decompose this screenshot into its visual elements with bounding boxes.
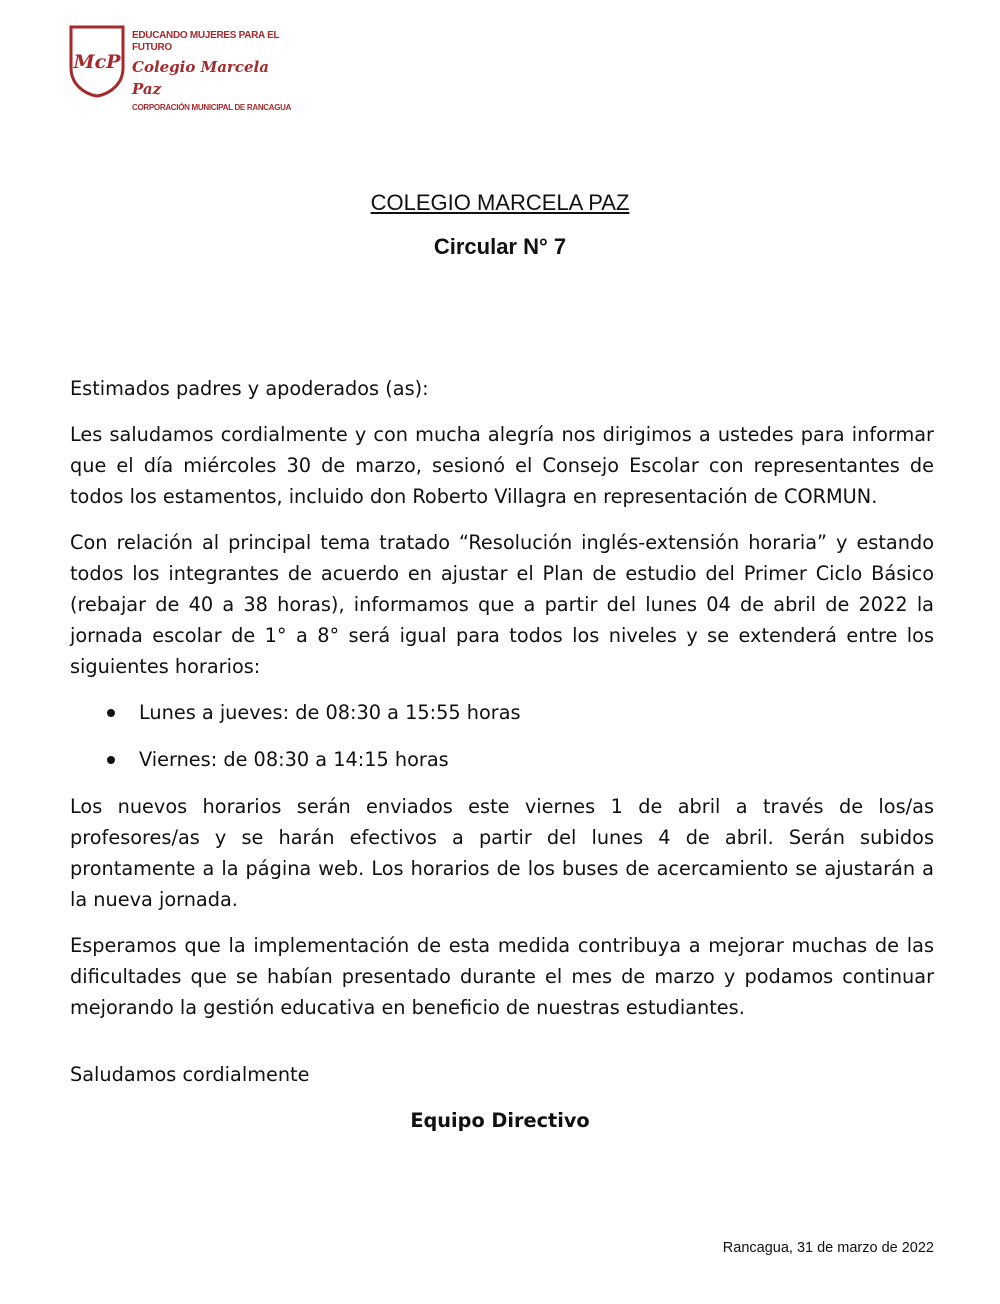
letter-body [70,373,934,1038]
closing-line: Saludamos cordialmente [70,1063,310,1086]
school-crest-icon [68,24,126,98]
logo-tagline: EDUCANDO MUJERES PARA EL FUTURO [132,30,280,53]
logo-text [132,30,298,114]
schedule-item-text: Viernes: de 08:30 a 14:15 horas [139,748,449,771]
signature: Equipo Directivo [410,1109,590,1132]
logo-corporation: CORPORACIÓN MUNICIPAL DE RANCAGUA [132,103,292,112]
logo-monogram: McP [73,51,121,73]
schedule-list [70,697,934,775]
paragraph-4: Esperamos que la implementación de esta medida contribuya a mejorar muchas de las dificultades que se habían presentado durante el mes de marzo y podamos continuar mejorando la gestión educativa en beneficio de nuestras estudiantes. [70,934,934,1019]
logo-school-name: Colegio Marcela Paz [132,58,269,98]
bullet-icon [107,756,115,764]
paragraph-3: Los nuevos horarios serán enviados este viernes 1 de abril a través de los/as profesores/as y se harán efectivos a partir del lunes 4 de abril. Serán subidos prontamente a la página web. Los horarios de los buses de acercamiento se ajustarán a la nueva jornada. [70,795,934,911]
paragraph-2: Con relación al principal tema tratado “Resolución inglés-extensión horaria” y estando todos los integrantes de acuerdo en ajustar el Plan de estudio del Primer Ciclo Básico (rebajar de 40 a 38 horas), informamos que a partir del lunes 04 de abril de 2022 la jornada escolar de 1° a 8° será igual para todos los niveles y se extenderá entre los siguientes horarios: [70,531,934,678]
date-line: Rancagua, 31 de marzo de 2022 [722,1240,934,1256]
schedule-item [139,744,934,775]
bullet-icon [107,709,115,717]
circular-number: Circular N° 7 [433,234,567,259]
document-title: COLEGIO MARCELA PAZ [370,190,630,215]
schedule-item-text: Lunes a jueves: de 08:30 a 15:55 horas [139,701,521,724]
paragraph-1: Les saludamos cordialmente y con mucha alegría nos dirigimos a ustedes para informar que el día miércoles 30 de marzo, sesionó el Consejo Escolar con representantes de todos los estamentos, incluido don Roberto Villagra en representación de CORMUN. [70,423,934,508]
school-logo [68,24,298,112]
greeting: Estimados padres y apoderados (as): [70,377,429,400]
schedule-item [139,697,934,728]
